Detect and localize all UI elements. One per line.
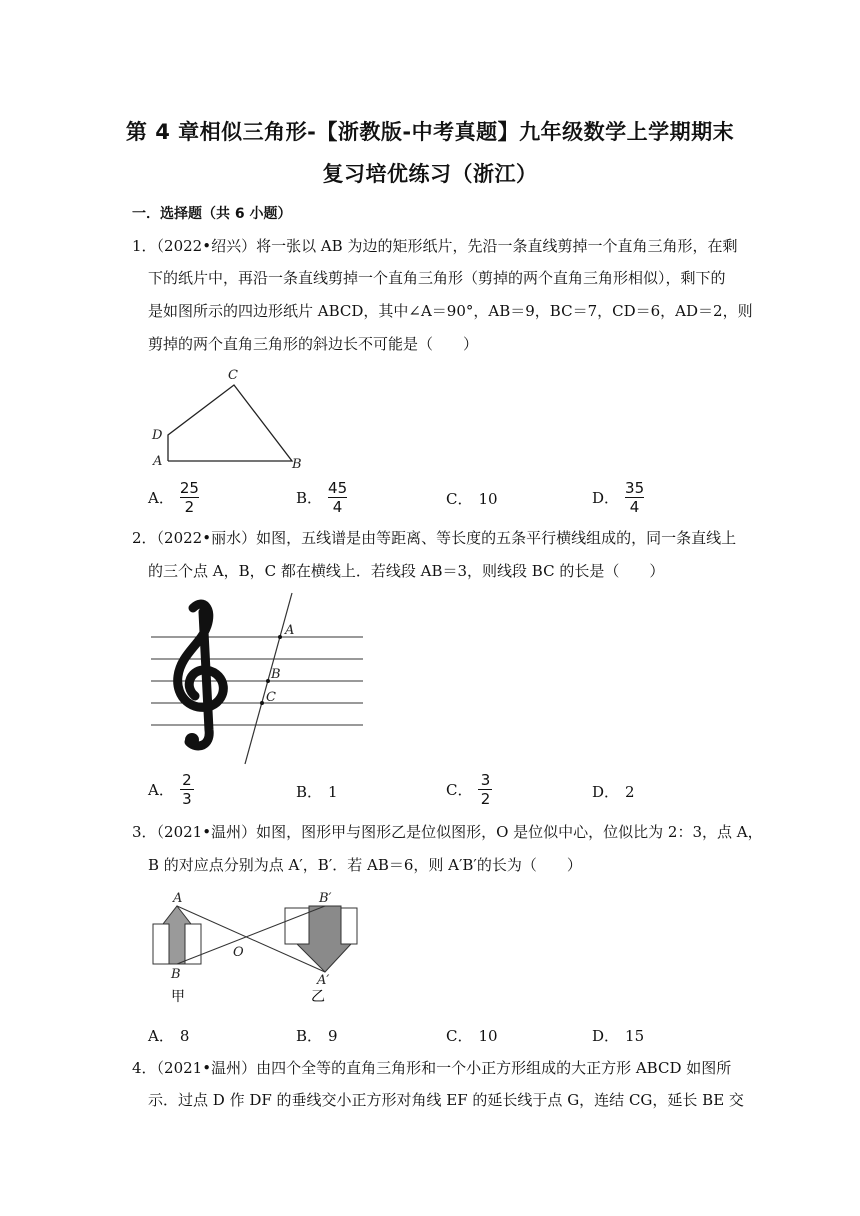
q1-line-4: 剪掉的两个直角三角形的斜边长不可能是（ ） bbox=[148, 335, 479, 353]
label-jia: 甲 bbox=[171, 989, 185, 1005]
label-a: A bbox=[173, 891, 183, 906]
fraction: $\frac{25}{2}$ bbox=[179, 479, 199, 516]
q1-line-3: 是如图所示的四边形纸片 ABCD，其中∠A＝90°，AB＝9，BC＝7，CD＝6，AD＝2，则 bbox=[148, 302, 753, 320]
section-heading: 一．选择题（共 6 小题） bbox=[132, 206, 292, 222]
label-d: D bbox=[152, 428, 163, 443]
q3-option-a[interactable]: A． 8 bbox=[148, 1026, 190, 1045]
label-b: B bbox=[271, 667, 281, 682]
label-a-prime: A′ bbox=[317, 973, 330, 988]
q4-line-1: 4．（2021•温州）由四个全等的直角三角形和一个小正方形组成的大正方形 ABCD 如图所 bbox=[132, 1059, 732, 1077]
fraction: $\frac{3}{2}$ bbox=[478, 772, 492, 807]
q2-staff-figure bbox=[145, 590, 370, 770]
q3-option-c[interactable]: C． 10 bbox=[446, 1026, 498, 1045]
q1-quadrilateral-figure bbox=[140, 365, 320, 475]
label-yi: 乙 bbox=[311, 989, 325, 1005]
q2-option-c[interactable]: C． $\frac{3}{2}$ bbox=[446, 772, 492, 807]
q3-line-1: 3．（2021•温州）如图，图形甲与图形乙是位似图形，O 是位似中心，位似比为 2：3，点 A， bbox=[132, 823, 763, 841]
q2-option-d[interactable]: D． 2 bbox=[592, 782, 635, 801]
quadrilateral-abcd bbox=[168, 385, 292, 461]
label-a: A bbox=[153, 454, 163, 469]
fraction: $\frac{45}{4}$ bbox=[328, 479, 348, 516]
fraction: $\frac{2}{3}$ bbox=[180, 772, 194, 807]
q4-line-2: 示．过点 D 作 DF 的垂线交小正方形对角线 EF 的延长线于点 G，连结 CG，延长 BE 交 bbox=[148, 1091, 744, 1109]
label-o: O bbox=[233, 945, 244, 960]
label-c: C bbox=[266, 690, 276, 705]
label-b-prime: B′ bbox=[319, 891, 332, 906]
label-c: C bbox=[228, 368, 238, 383]
q3-option-b[interactable]: B． 9 bbox=[296, 1026, 338, 1045]
q2-option-a[interactable]: A． $\frac{2}{3}$ bbox=[148, 772, 194, 807]
treble-clef-icon bbox=[178, 604, 224, 747]
q3-homothety-figure bbox=[145, 888, 370, 1010]
shape-jia bbox=[163, 906, 191, 964]
transversal-line bbox=[245, 593, 295, 764]
label-b: B bbox=[171, 967, 181, 982]
q1-option-c[interactable]: C． 10 bbox=[446, 489, 498, 508]
q1-option-a[interactable]: A． $\frac{25}{2}$ bbox=[148, 479, 199, 516]
q1-line-2: 下的纸片中，再沿一条直线剪掉一个直角三角形（剪掉的两个直角三角形相似），剩下的 bbox=[148, 269, 726, 287]
q3-option-d[interactable]: D． 15 bbox=[592, 1026, 645, 1045]
q2-option-b[interactable]: B． 1 bbox=[296, 782, 338, 801]
label-b: B bbox=[292, 457, 302, 472]
label-a: A bbox=[285, 623, 295, 638]
q2-line-1: 2．（2022•丽水）如图，五线谱是由等距离、等长度的五条平行横线组成的，同一条直线上 bbox=[132, 529, 737, 547]
q2-line-2: 的三个点 A，B，C 都在横线上．若线段 AB＝3，则线段 BC 的长是（ ） bbox=[148, 562, 665, 580]
document-title-line2: 复习培优练习（浙江） bbox=[322, 162, 538, 186]
q1-line-1: 1．（2022•绍兴）将一张以 AB 为边的矩形纸片，先沿一条直线剪掉一个直角三角形，在剩 bbox=[132, 237, 738, 255]
q1-option-d[interactable]: D． $\frac{35}{4}$ bbox=[592, 479, 645, 516]
q3-line-2: B 的对应点分别为点 A′，B′．若 AB＝6，则 A′B′的长为（ ） bbox=[148, 856, 582, 874]
fraction: $\frac{35}{4}$ bbox=[625, 479, 645, 516]
shape-yi bbox=[297, 906, 351, 972]
document-title-line1: 第 4 章相似三角形-【浙教版-中考真题】九年级数学上学期期末 bbox=[125, 120, 735, 144]
staff-lines bbox=[151, 637, 363, 725]
q1-option-b[interactable]: B． $\frac{45}{4}$ bbox=[296, 479, 348, 516]
